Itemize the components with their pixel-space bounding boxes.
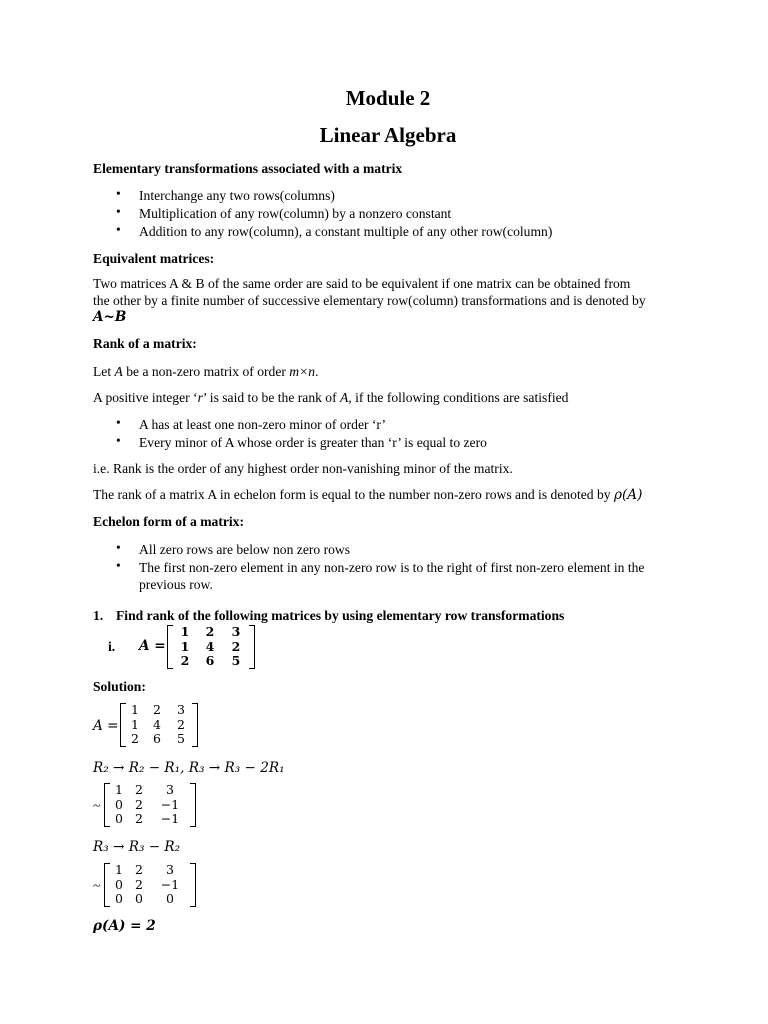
matrix-entry: 5 [231, 653, 241, 668]
text-run: Let [93, 364, 115, 379]
bullet-icon: • [116, 186, 121, 201]
matrix-entry: 3 [166, 782, 174, 797]
matrix-entry: 0 [115, 811, 123, 826]
matrix-entry: 4 [153, 716, 161, 732]
right-bracket [192, 703, 198, 747]
equivalent-text-line: the other by a finite number of successive elementary row(column) transformations and is denoted by [93, 293, 646, 308]
rank-ie-line: i.e. Rank is the order of any highest order non-vanishing minor of the matrix. [93, 461, 513, 476]
right-bracket [249, 625, 255, 669]
equivalent-text-line: Two matrices A & B of the same order are said to be equivalent if one matrix can be obtained from [93, 276, 631, 291]
solution-heading: Solution: [93, 679, 146, 694]
matrix-entry: 0 [115, 891, 123, 906]
text-run: A [114, 364, 123, 379]
rank-result: ρ(A) = 2 [93, 918, 156, 934]
text-run: if the following conditions are satisfied [351, 390, 569, 405]
matrix-entry: 3 [231, 624, 241, 639]
equivalence-tilde: ~ [93, 878, 101, 893]
text-run: be a non-zero matrix of order [122, 364, 290, 379]
matrix-entry: 2 [135, 811, 143, 826]
solution-matrix-2 [104, 783, 196, 827]
bullet-icon: • [116, 222, 121, 237]
rank-definition-line [93, 389, 568, 406]
matrix-entry: 2 [135, 782, 143, 797]
matrix-entry: 2 [135, 876, 143, 892]
matrix-entry: 1 [180, 624, 190, 639]
matrix-entry: −1 [160, 811, 180, 826]
matrix-entry: 0 [135, 891, 143, 906]
elementary-heading: Elementary transformations associated with a matrix [93, 161, 403, 176]
matrix-grid [110, 783, 190, 827]
rank-echelon-line [93, 486, 642, 504]
elementary-item: Multiplication of any row(column) by a nonzero constant [139, 206, 452, 221]
matrix-entry: 2 [153, 702, 161, 717]
matrix-entry: 2 [131, 731, 139, 746]
elementary-item: Addition to any row(column), a constant multiple of any other row(column) [139, 224, 553, 239]
right-bracket [190, 863, 196, 907]
matrix-entry: 0 [115, 796, 123, 812]
bullet-icon: • [116, 204, 121, 219]
text-run: A positive integer ‘ [93, 390, 198, 405]
matrix-entry: 2 [231, 638, 241, 654]
matrix-entry: 2 [177, 716, 185, 732]
matrix-entry: −1 [160, 876, 180, 892]
matrix-entry: −1 [160, 796, 180, 812]
matrix-entry: 5 [177, 731, 185, 746]
text-run: . [315, 364, 319, 379]
matrix-entry: 0 [166, 891, 174, 906]
matrix-entry: 1 [131, 716, 139, 732]
echelon-item: The first non-zero element in any non-zero row is to the right of first non-zero element in the [139, 560, 645, 575]
bullet-icon: • [116, 540, 121, 555]
equivalence-tilde: ~ [93, 798, 101, 813]
row-operation-2: R₃ → R₃ − R₂ [93, 839, 181, 855]
bullet-icon: • [116, 558, 121, 573]
right-bracket [190, 783, 196, 827]
matrix-entry: 1 [115, 862, 123, 877]
matrix-entry: 3 [177, 702, 185, 717]
matrix-entry: 2 [180, 653, 190, 668]
page-title: Module 2 [345, 86, 431, 110]
matrix-entry: 2 [135, 862, 143, 877]
text-run: m×n [289, 364, 316, 379]
matrix-entry: 0 [115, 876, 123, 892]
problem-number: 1. [93, 608, 104, 623]
problem-part-label: i. [108, 639, 116, 654]
page-subtitle: Linear Algebra [319, 123, 457, 147]
matrix-entry: 1 [180, 638, 190, 654]
matrix-entry: 1 [131, 702, 139, 717]
rank-let-line [93, 363, 318, 380]
echelon-item-continued: previous row. [139, 577, 213, 592]
problem-matrix [167, 625, 255, 669]
rank-condition: Every minor of A whose order is greater than ‘r’ is equal to zero [139, 435, 487, 450]
matrix-grid [173, 625, 249, 669]
bullet-icon: • [116, 415, 121, 430]
rank-condition: A has at least one non-zero minor of order ‘r’ [139, 417, 386, 432]
matrix-grid [110, 863, 190, 907]
matrix-entry: 3 [166, 862, 174, 877]
solution-lhs: A = [93, 718, 119, 734]
matrix-grid [126, 703, 192, 747]
matrix-entry: 6 [153, 731, 161, 746]
echelon-item: All zero rows are below non zero rows [139, 542, 351, 557]
equivalent-heading: Equivalent matrices: [93, 251, 215, 266]
matrix-entry: 2 [135, 796, 143, 812]
matrix-entry: 4 [205, 638, 215, 654]
echelon-heading: Echelon form of a matrix: [93, 514, 245, 529]
problem-text: Find rank of the following matrices by using elementary row transformations [116, 608, 565, 623]
matrix-entry: 2 [205, 624, 215, 639]
problem-lhs: A = [139, 638, 166, 654]
matrix-entry: 6 [205, 653, 215, 668]
text-run: A, [340, 390, 352, 405]
equivalent-notation: A~B [93, 309, 127, 325]
elementary-item: Interchange any two rows(columns) [139, 188, 335, 203]
text-run: ρ(A) [613, 487, 643, 503]
text-run: r [197, 390, 203, 405]
bullet-icon: • [116, 433, 121, 448]
matrix-entry: 1 [115, 782, 123, 797]
rank-heading: Rank of a matrix: [93, 336, 197, 351]
row-operation-1: R₂ → R₂ − R₁, R₃ → R₃ − 2R₁ [93, 760, 285, 776]
text-run: The rank of a matrix A in echelon form is equal to the number non-zero rows and is denoted by [93, 487, 611, 502]
text-run: ’ is said to be the rank of [202, 390, 341, 405]
solution-matrix-3 [104, 863, 196, 907]
solution-matrix-1 [120, 703, 198, 747]
